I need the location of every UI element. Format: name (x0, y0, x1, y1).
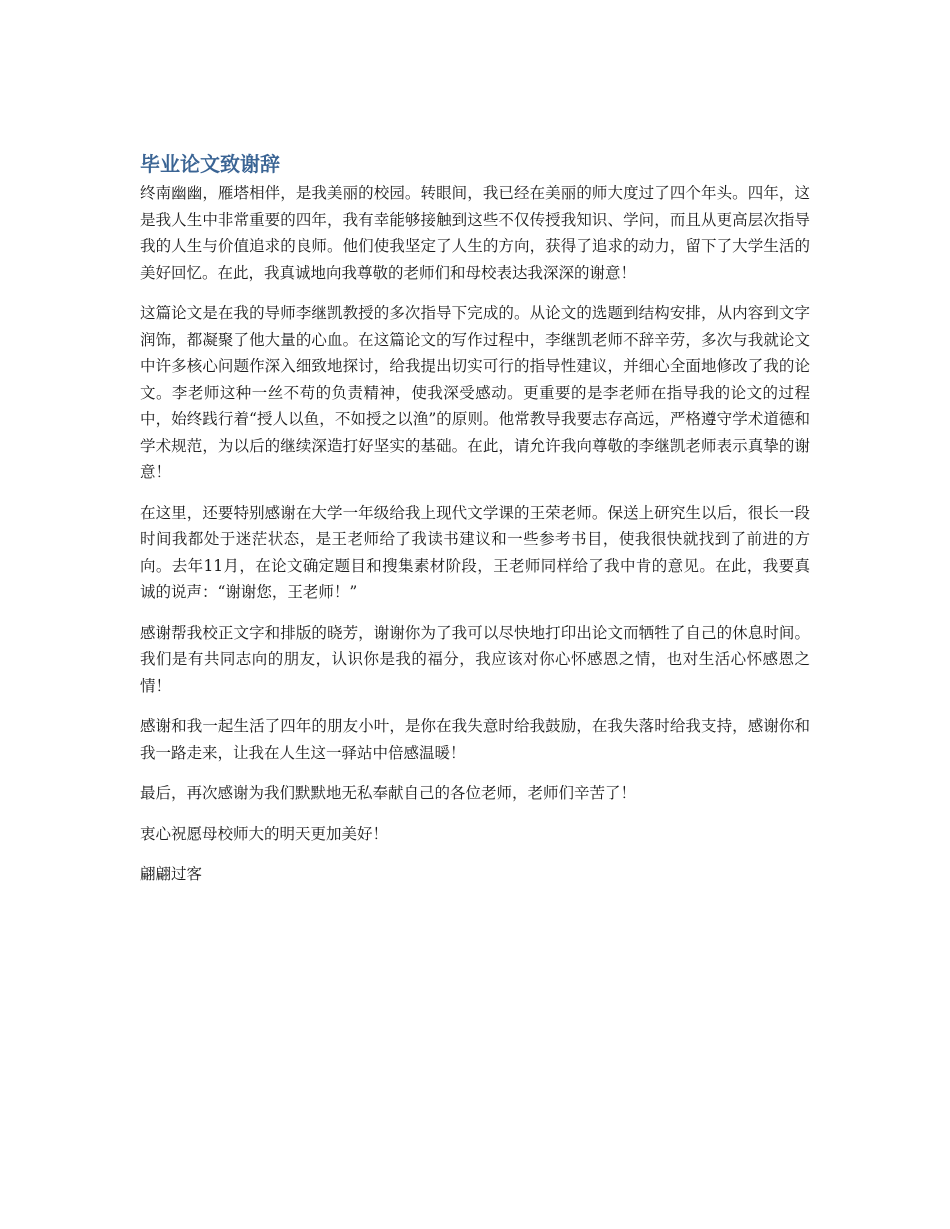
paragraph-friend-xiaofang-thanks: 感谢帮我校正文字和排版的晓芳，谢谢你为了我可以尽快地打印出论文而牺牲了自己的休息时间。我们是有共同志向的朋友，认识你是我的福分，我应该对你心怀感恩之情，也对生活心怀感恩之情！ (140, 623, 810, 695)
paragraph-friend-xiaoye-thanks: 感谢和我一起生活了四年的朋友小叶，是你在我失意时给我鼓励，在我失落时给我支持，感谢你和我一路走来，让我在人生这一驿站中倍感温暖！ (140, 717, 810, 762)
author-signature: 翩翩过客 (140, 865, 203, 883)
paragraph-advisor-thanks: 这篇论文是在我的导师李继凯教授的多次指导下完成的。从论文的选题到结构安排，从内容到文字润饰，都凝聚了他大量的心血。在这篇论文的写作过程中，李继凯老师不辞辛劳，多次与我就论文中许多核心问题作深入细致地探讨，给我提出切实可行的指导性建议，并细心全面地修改了我的论文。李老师这种一丝不苟的负责精神，使我深受感动。更重要的是李老师在指导我的论文的过程中，始终践行着“授人以鱼，不如授之以渔”的原则。他常教导我要志存高远，严格遵守学术道德和学术规范，为以后的继续深造打好坚实的基础。在此，请允许我向尊敬的李继凯老师表示真挚的谢意！ (140, 304, 810, 481)
paragraph-final-thanks: 最后，再次感谢为我们默默地无私奉献自己的各位老师，老师们辛苦了！ (140, 784, 637, 802)
paragraph-teacher-thanks: 在这里，还要特别感谢在大学一年级给我上现代文学课的王荣老师。保送上研究生以后，很长一段时间我都处于迷茫状态，是王老师给了我读书建议和一些参考书目，使我很快就找到了前进的方向。去年11月，在论文确定题目和搜集素材阶段，王老师同样给了我中肯的意见。在此，我要真诚的说声：“谢谢您，王老师！” (140, 503, 810, 601)
paragraph-wishes: 衷心祝愿母校师大的明天更加美好！ (140, 824, 389, 843)
paragraph-campus-thanks: 终南幽幽，雁塔相伴，是我美丽的校园。转眼间，我已经在美丽的师大度过了四个年头。四年，这是我人生中非常重要的四年，我有幸能够接触到这些不仅传授我知识、学问，而且从更高层次指导我的人生与价值追求的良师。他们使我坚定了人生的方向，获得了追求的动力，留下了大学生活的美好回忆。在此，我真诚地向我尊敬的老师们和母校表达我深深的谢意！ (140, 184, 810, 282)
document-title: 毕业论文致谢辞 (140, 152, 280, 176)
document-body (140, 150, 810, 902)
